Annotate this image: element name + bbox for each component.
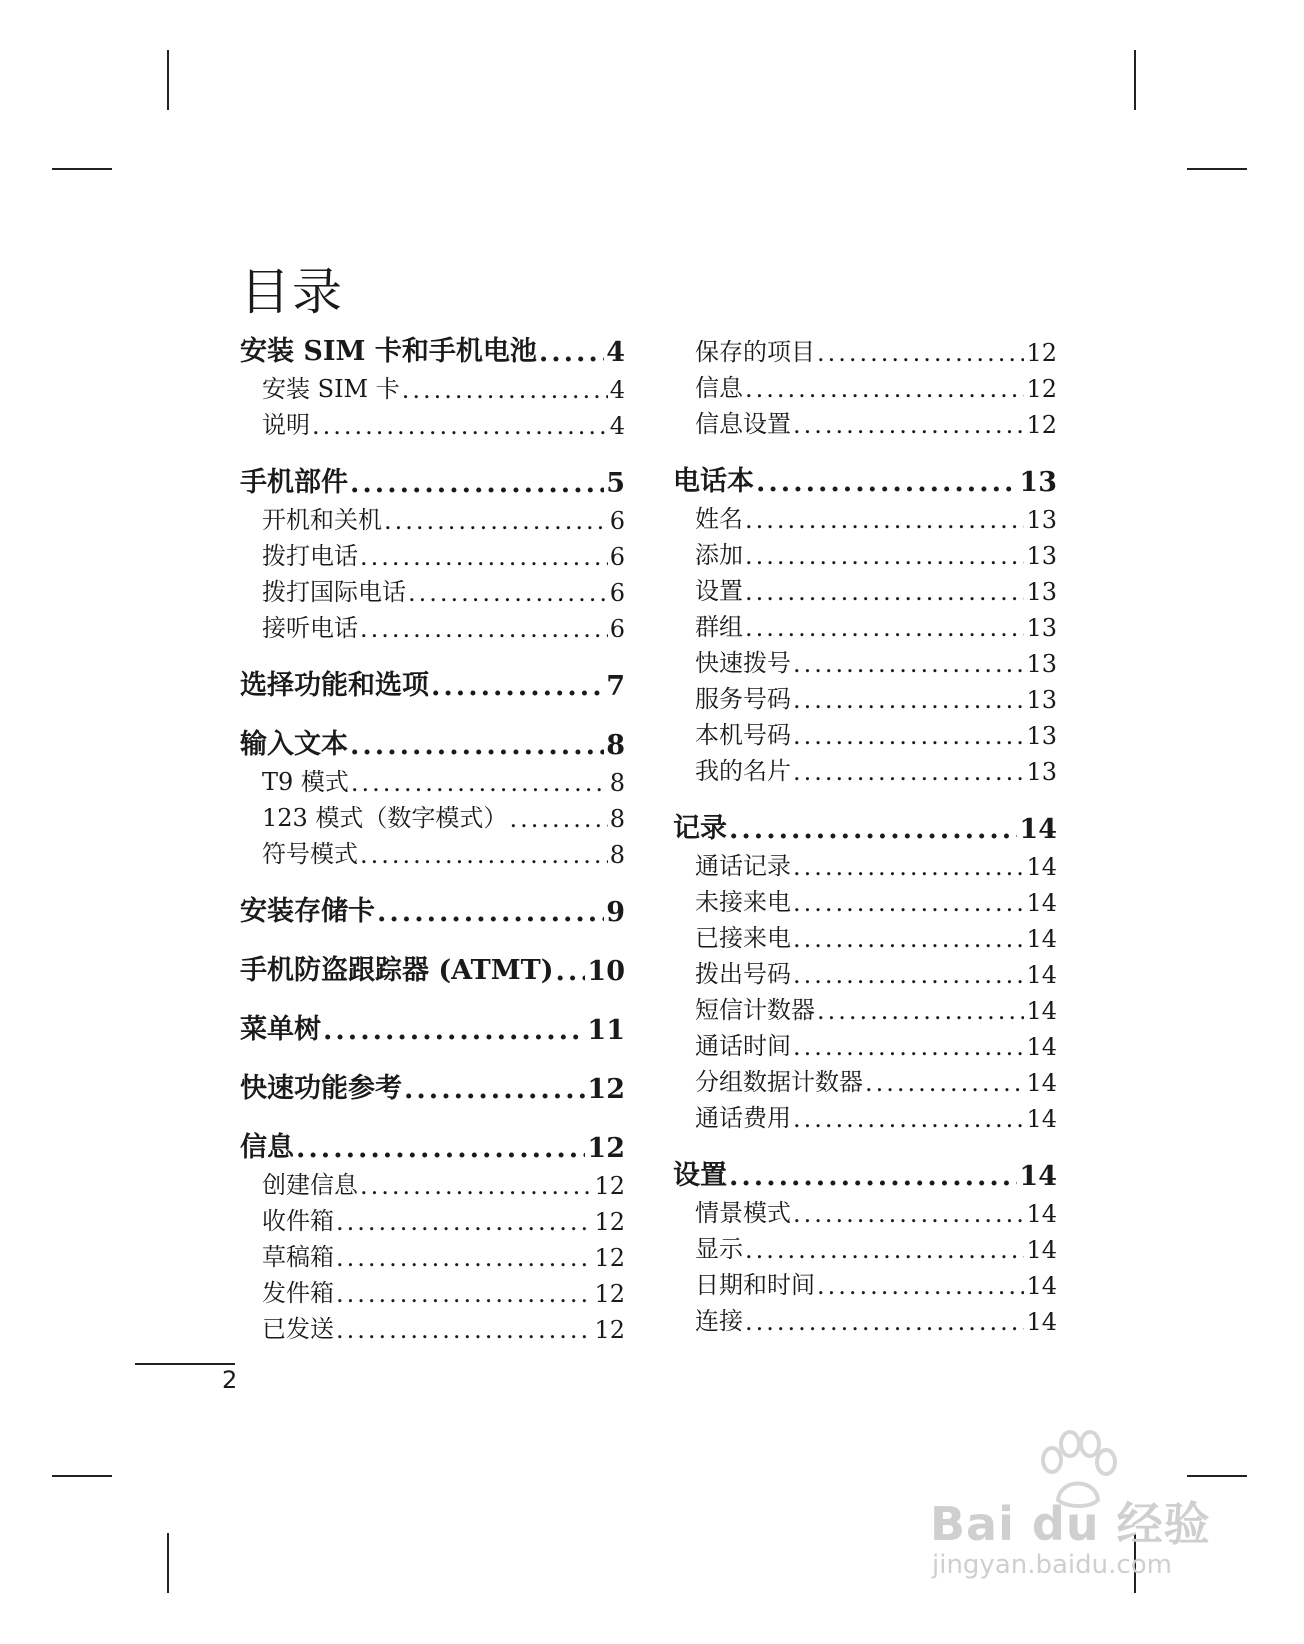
toc-entry-label: 添加 (695, 541, 743, 569)
dot-leader (350, 468, 604, 499)
toc-entry-page: 6 (609, 507, 625, 535)
dot-leader (539, 337, 604, 368)
toc-sub-entry (673, 678, 1057, 714)
dot-leader (745, 578, 1024, 606)
toc-entry-label: 菜单树 (240, 1014, 321, 1045)
toc-entry-label: 记录 (673, 813, 727, 844)
toc-entry-label: 123 模式（数字模式） (262, 804, 508, 832)
toc-section-heading (673, 1155, 1057, 1192)
dot-leader (350, 730, 604, 761)
dot-leader (745, 375, 1024, 403)
toc-entry-page: 4 (609, 376, 625, 404)
toc-section-heading (240, 665, 625, 702)
dot-leader (793, 1200, 1024, 1228)
dot-leader (793, 853, 1024, 881)
dot-leader (793, 411, 1024, 439)
toc-section-heading (240, 1068, 625, 1105)
toc-entry-label: 姓名 (695, 505, 743, 533)
toc-entry-page: 13 (1026, 578, 1057, 606)
toc-sub-entry (673, 1025, 1057, 1061)
toc-sub-entry (240, 1200, 625, 1236)
toc-entry-page: 12 (594, 1172, 625, 1200)
toc-sub-entry (240, 404, 625, 440)
dot-leader (793, 889, 1024, 917)
dot-leader (509, 805, 607, 833)
dot-leader (793, 758, 1024, 786)
dot-leader (323, 1015, 585, 1046)
dot-leader (360, 543, 608, 571)
dot-leader (360, 615, 608, 643)
toc-entry-page: 10 (587, 956, 625, 987)
toc-entry-page: 13 (1026, 614, 1057, 642)
dot-leader (431, 671, 604, 702)
toc-entry-page: 12 (594, 1244, 625, 1272)
dot-leader (793, 722, 1024, 750)
toc-sub-entry (240, 499, 625, 535)
toc-section (240, 891, 625, 928)
toc-entry-page: 11 (587, 1015, 625, 1046)
toc-sub-entry (240, 1272, 625, 1308)
toc-entry-page: 9 (606, 897, 625, 928)
dot-leader (336, 1280, 592, 1308)
toc-entry-label: 已接来电 (695, 924, 791, 952)
toc-entry-label: 连接 (695, 1307, 743, 1335)
dot-leader (793, 650, 1024, 678)
dot-leader (745, 1308, 1024, 1336)
toc-section-continued (673, 331, 1057, 439)
toc-sub-entry (673, 845, 1057, 881)
toc-entry-label: 说明 (262, 411, 310, 439)
toc-entry-page: 8 (609, 805, 625, 833)
toc-entry-label: 显示 (695, 1235, 743, 1263)
toc-entry-page: 14 (1026, 997, 1057, 1025)
toc-sub-entry (673, 331, 1057, 367)
dot-leader (336, 1244, 592, 1272)
toc-entry-page: 14 (1026, 961, 1057, 989)
toc-entry-label: 拨打电话 (262, 542, 358, 570)
toc-entry-page: 13 (1026, 650, 1057, 678)
toc-entry-label: 电话本 (673, 466, 754, 497)
toc-entry-label: 我的名片 (695, 757, 791, 785)
toc-section-heading (240, 331, 625, 368)
toc-entry-label: 本机号码 (695, 721, 791, 749)
toc-section (240, 1127, 625, 1344)
toc-entry-label: 设置 (695, 577, 743, 605)
toc-entry-label: 快速拨号 (695, 649, 791, 677)
dot-leader (745, 614, 1024, 642)
toc-section (240, 665, 625, 702)
toc-entry-label: 安装 SIM 卡 (262, 375, 400, 403)
dot-leader (745, 506, 1024, 534)
toc-entry-label: 符号模式 (262, 840, 358, 868)
toc-entry-page: 5 (606, 468, 625, 499)
dot-leader (336, 1316, 592, 1344)
toc-entry-label: 收件箱 (262, 1207, 334, 1235)
dot-leader (377, 897, 604, 928)
toc-entry-label: 快速功能参考 (240, 1073, 402, 1104)
toc-sub-entry (240, 1236, 625, 1272)
toc-entry-page: 14 (1019, 1161, 1057, 1192)
toc-sub-entry (240, 368, 625, 404)
toc-section-heading (240, 724, 625, 761)
toc-entry-page: 13 (1026, 686, 1057, 714)
dot-leader (793, 1105, 1024, 1133)
toc-sub-entry (240, 797, 625, 833)
toc-entry-label: T9 模式 (262, 768, 349, 796)
toc-entry-label: 接听电话 (262, 614, 358, 642)
toc-sub-entry (673, 917, 1057, 953)
toc-sub-entry (673, 1192, 1057, 1228)
dot-leader (336, 1208, 592, 1236)
footer-rule (135, 1363, 235, 1365)
toc-sub-entry (673, 750, 1057, 786)
dot-leader (817, 997, 1024, 1025)
toc-entry-label: 情景模式 (695, 1199, 791, 1227)
crop-mark (167, 50, 169, 110)
toc-entry-page: 14 (1026, 1308, 1057, 1336)
toc-sub-entry (673, 534, 1057, 570)
crop-mark (52, 168, 112, 170)
dot-leader (312, 412, 608, 440)
toc-entry-label: 输入文本 (240, 729, 348, 760)
toc-entry-label: 保存的项目 (695, 338, 815, 366)
toc-sub-entry (673, 570, 1057, 606)
dot-leader (729, 814, 1017, 845)
toc-section (240, 950, 625, 987)
toc-entry-page: 13 (1026, 758, 1057, 786)
toc-sub-entry (240, 833, 625, 869)
toc-entry-label: 服务号码 (695, 685, 791, 713)
dot-leader (817, 339, 1024, 367)
crop-mark (1187, 168, 1247, 170)
toc-entry-label: 群组 (695, 613, 743, 641)
crop-mark (167, 1533, 169, 1593)
toc-entry-label: 未接来电 (695, 888, 791, 916)
toc-section-heading (240, 462, 625, 499)
watermark-brand: Bai du 经验 (930, 1497, 1211, 1551)
toc-section-heading (673, 461, 1057, 498)
toc-section (673, 461, 1057, 786)
toc-entry-page: 12 (1026, 339, 1057, 367)
toc-sub-entry (240, 761, 625, 797)
toc-entry-page: 6 (609, 543, 625, 571)
toc-entry-label: 手机部件 (240, 467, 348, 498)
toc-entry-page: 14 (1026, 925, 1057, 953)
toc-section (673, 808, 1057, 1133)
crop-mark (1134, 50, 1136, 110)
dot-leader (351, 769, 608, 797)
toc-entry-page: 6 (609, 615, 625, 643)
toc-entry-label: 短信计数器 (695, 996, 815, 1024)
toc-entry-label: 通话记录 (695, 852, 791, 880)
toc-entry-label: 手机防盗跟踪器 (ATMT) (240, 955, 554, 986)
toc-sub-entry (240, 1308, 625, 1344)
toc-entry-page: 6 (609, 579, 625, 607)
toc-sub-entry (673, 714, 1057, 750)
dot-leader (865, 1069, 1024, 1097)
toc-sub-entry (673, 403, 1057, 439)
toc-entry-page: 12 (587, 1133, 625, 1164)
toc-entry-label: 通话时间 (695, 1032, 791, 1060)
toc-entry-page: 4 (609, 412, 625, 440)
toc-entry-page: 14 (1019, 814, 1057, 845)
toc-entry-label: 已发送 (262, 1315, 334, 1343)
toc-sub-entry (240, 535, 625, 571)
toc-entry-page: 13 (1026, 506, 1057, 534)
toc-entry-label: 选择功能和选项 (240, 670, 429, 701)
toc-entry-label: 信息 (695, 374, 743, 402)
toc-entry-page: 14 (1026, 1069, 1057, 1097)
toc-entry-page: 8 (609, 769, 625, 797)
toc-entry-label: 拨出号码 (695, 960, 791, 988)
toc-section-heading (240, 891, 625, 928)
toc-sub-entry (673, 367, 1057, 403)
toc-entry-page: 8 (606, 730, 625, 761)
toc-entry-label: 分组数据计数器 (695, 1068, 863, 1096)
toc-section (673, 1155, 1057, 1336)
toc-entry-page: 12 (1026, 411, 1057, 439)
toc-section (240, 1068, 625, 1105)
toc-entry-label: 创建信息 (262, 1171, 358, 1199)
dot-leader (556, 956, 586, 987)
dot-leader (408, 579, 608, 607)
toc-sub-entry (673, 1097, 1057, 1133)
toc-sub-entry (673, 1300, 1057, 1336)
toc-entry-page: 12 (594, 1316, 625, 1344)
toc-entry-page: 12 (594, 1208, 625, 1236)
page-number: 2 (222, 1366, 238, 1394)
toc-entry-label: 发件箱 (262, 1279, 334, 1307)
dot-leader (296, 1133, 585, 1164)
page-title: 目录 (240, 263, 344, 321)
toc-sub-entry (240, 1164, 625, 1200)
toc-sub-entry (240, 571, 625, 607)
toc-section (240, 331, 625, 440)
toc-entry-page: 14 (1026, 1105, 1057, 1133)
toc-left-column (240, 331, 625, 1366)
toc-entry-label: 信息 (240, 1132, 294, 1163)
dot-leader (793, 961, 1024, 989)
toc-entry-page: 13 (1026, 542, 1057, 570)
toc-sub-entry (673, 953, 1057, 989)
toc-entry-page: 14 (1026, 1200, 1057, 1228)
toc-sub-entry (673, 1061, 1057, 1097)
dot-leader (745, 1236, 1024, 1264)
dot-leader (402, 376, 608, 404)
toc-entry-page: 12 (1026, 375, 1057, 403)
dot-leader (745, 542, 1024, 570)
toc-sub-entry (673, 881, 1057, 917)
toc-entry-page: 12 (594, 1280, 625, 1308)
watermark-url: jingyan.baidu.com (932, 1550, 1172, 1580)
dot-leader (360, 841, 608, 869)
toc-entry-page: 14 (1026, 1033, 1057, 1061)
dot-leader (360, 1172, 592, 1200)
toc-section (240, 724, 625, 869)
toc-entry-label: 安装 SIM 卡和手机电池 (240, 336, 537, 367)
toc-entry-page: 13 (1019, 467, 1057, 498)
dot-leader (793, 925, 1024, 953)
dot-leader (756, 467, 1017, 498)
toc-sub-entry (673, 642, 1057, 678)
toc-section (240, 1009, 625, 1046)
toc-section (240, 462, 625, 643)
toc-sub-entry (673, 1228, 1057, 1264)
toc-entry-page: 14 (1026, 853, 1057, 881)
toc-entry-label: 日期和时间 (695, 1271, 815, 1299)
toc-sub-entry (673, 606, 1057, 642)
dot-leader (384, 507, 608, 535)
crop-mark (52, 1475, 112, 1477)
toc-section-heading (673, 808, 1057, 845)
toc-sub-entry (240, 607, 625, 643)
dot-leader (793, 686, 1024, 714)
toc-entry-label: 设置 (673, 1160, 727, 1191)
toc-section-heading (240, 1127, 625, 1164)
toc-entry-label: 草稿箱 (262, 1243, 334, 1271)
toc-entry-page: 14 (1026, 889, 1057, 917)
dot-leader (404, 1074, 585, 1105)
toc-sub-entry (673, 1264, 1057, 1300)
toc-sub-entry (673, 498, 1057, 534)
dot-leader (729, 1161, 1017, 1192)
toc-entry-page: 14 (1026, 1272, 1057, 1300)
toc-entry-label: 拨打国际电话 (262, 578, 406, 606)
dot-leader (817, 1272, 1024, 1300)
toc-entry-page: 7 (606, 671, 625, 702)
baidu-watermark (930, 1430, 1230, 1600)
toc-entry-page: 14 (1026, 1236, 1057, 1264)
toc-entry-label: 安装存储卡 (240, 896, 375, 927)
toc-entry-label: 开机和关机 (262, 506, 382, 534)
toc-section-heading (240, 1009, 625, 1046)
toc-section-heading (240, 950, 625, 987)
toc-entry-page: 12 (587, 1074, 625, 1105)
toc-sub-entry (673, 989, 1057, 1025)
toc-entry-label: 通话费用 (695, 1104, 791, 1132)
toc-right-column (673, 331, 1057, 1358)
toc-entry-label: 信息设置 (695, 410, 791, 438)
toc-entry-page: 13 (1026, 722, 1057, 750)
dot-leader (793, 1033, 1024, 1061)
toc-entry-page: 4 (606, 337, 625, 368)
toc-entry-page: 8 (609, 841, 625, 869)
